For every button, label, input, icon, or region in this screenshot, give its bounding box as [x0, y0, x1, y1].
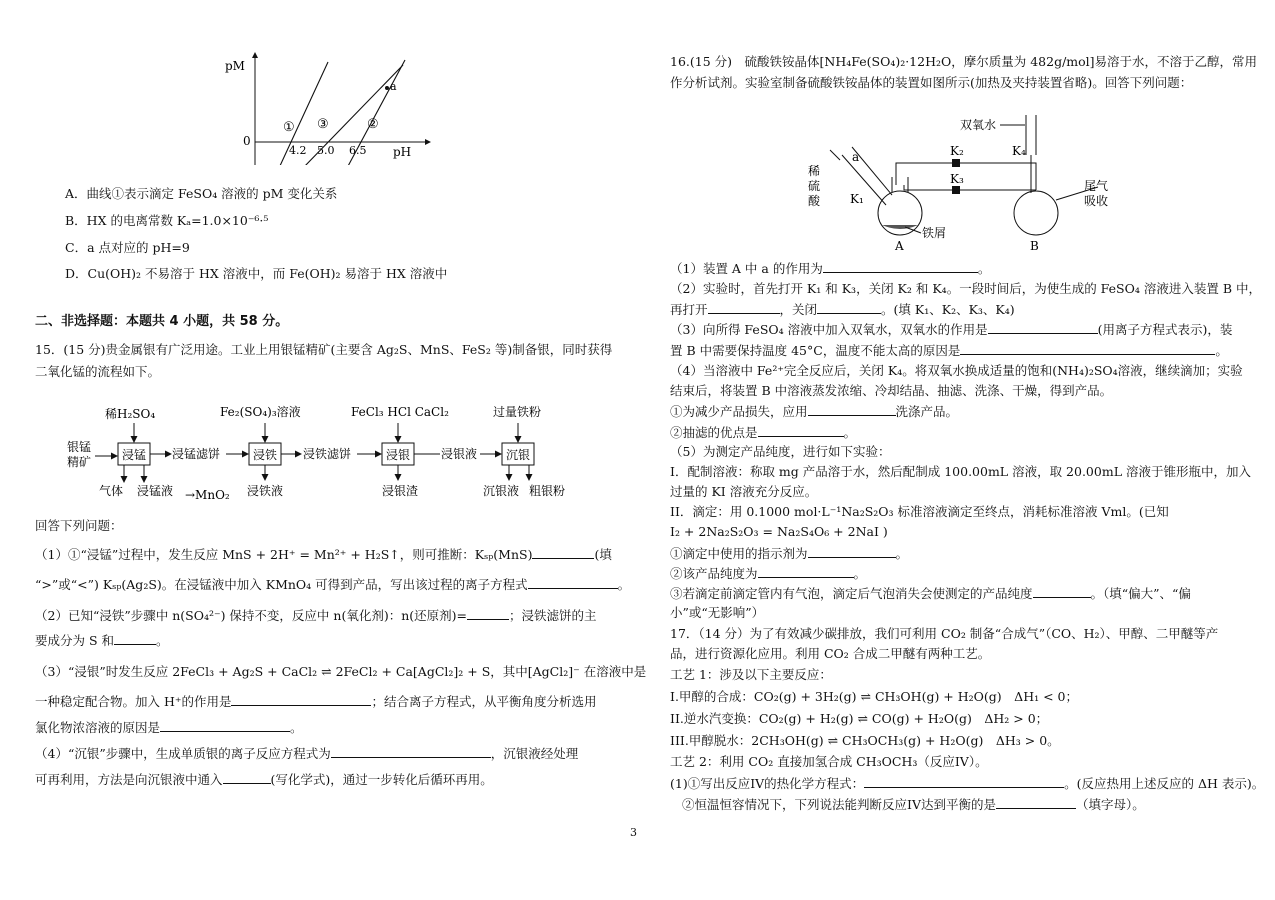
flow-reagent-1: 稀H₂SO₄: [105, 407, 156, 421]
q15-p2-text-b: ；浸铁滤饼的主: [508, 608, 597, 623]
q16-p5-sub3-text-b: 。（填“偏大”、“偏: [1090, 586, 1191, 601]
q15-p2-line2-end: 。: [156, 633, 169, 648]
q17-sub1: [670, 775, 1264, 792]
answer-blank[interactable]: [528, 576, 618, 589]
flask-b-label: B: [1030, 239, 1039, 253]
q17-sub2-text: ②恒温恒容情况下，下列说法能判断反应IV达到平衡的是: [682, 797, 996, 812]
q16-p3-line2: [670, 342, 1228, 359]
answer-blank[interactable]: [988, 321, 1098, 334]
flow-box-2: 浸铁: [253, 448, 278, 462]
answer-blank[interactable]: [817, 301, 881, 314]
q16-p3-line2-text: 置 B 中需要保持温度 45°C，温度不能太高的原因是: [670, 343, 961, 358]
flow-box-3: 浸银: [386, 448, 411, 462]
q15-p4-line2-text: 可再利用，方法是向沉银液中通入: [35, 772, 223, 787]
answer-blank[interactable]: [467, 607, 509, 620]
flow-by-1: 气体: [99, 484, 124, 498]
apparatus-diagram: [800, 95, 1120, 255]
answer-blank[interactable]: [1033, 585, 1091, 598]
q16-p5-I-line2: 过量的 KI 溶液充分反应。: [670, 484, 818, 499]
q17-sub1-text-b: 。(反应热用上述反应的 ΔH 表示)。: [1064, 776, 1265, 791]
q17-process-2: 工艺 2：利用 CO₂ 直接加氢合成 CH₃OCH₃（反应IV）。: [670, 754, 988, 769]
q15-p4-line2: [35, 771, 493, 788]
answer-blank[interactable]: [808, 545, 896, 558]
q16-p5-II-equation: I₂ + 2Na₂S₂O₃ = Na₂S₄O₆ + 2NaI ): [670, 524, 888, 539]
tail-label-1: 尾气: [1084, 179, 1109, 193]
iron-label: 铁屑: [922, 226, 947, 240]
flow-reagent-3: FeCl₃ HCl CaCl₂: [351, 405, 449, 419]
q17-process-1: 工艺 1：涉及以下主要反应：: [670, 667, 832, 682]
q15-p4-line1: [35, 745, 578, 762]
answer-blank[interactable]: [864, 775, 1064, 788]
silver-process-flowchart: [55, 396, 595, 506]
q15-p1-line1: [35, 546, 612, 563]
answer-blank[interactable]: [231, 693, 371, 706]
q16-p2-text-c: 。(填 K₁、K₂、K₃、K₄): [881, 302, 1015, 317]
graph-x-label: pH: [393, 145, 412, 159]
q15-p2-text: （2）已知“浸铁”步骤中 n(SO₄²⁻) 保持不变，反应中 n(氧化剂)：n(还原剂)=: [35, 608, 467, 623]
flow-box-1: 浸锰: [122, 448, 147, 462]
q16-p3-text-b: (用离子方程式表示)，装: [1097, 322, 1233, 337]
q16-p5: （5）为测定产品纯度，进行如下实验：: [670, 444, 891, 459]
q17-sub2: [682, 796, 1145, 813]
flask-a-label: A: [895, 239, 904, 253]
k1-label: K₁: [850, 192, 864, 206]
q16-p3-line1: [670, 321, 1232, 338]
q15-p2-line2: [35, 632, 169, 649]
q16-p5-I-line1: I．配制溶液：称取 mg 产品溶于水，然后配制成 100.00mL 溶液，取 20.00mL 溶液于锥形瓶中，加入: [670, 464, 1251, 479]
q17-sub2-text-b: （填字母）。: [1075, 797, 1145, 812]
flow-by-2: 浸锰液: [137, 484, 174, 498]
q16-p4-line2: 结束后，将装置 B 中溶液蒸发浓缩、冷却结晶、抽滤、洗涤、干燥，得到产品。: [670, 383, 1113, 398]
q15-answer-prompt: 回答下列问题：: [35, 518, 123, 533]
flow-by-6: 沉银液: [483, 484, 520, 498]
q16-p3-line2-end: 。: [1215, 343, 1228, 358]
flow-raw-2: 精矿: [67, 455, 92, 469]
q16-p5-II-line1: II．滴定：用 0.1000 mol·L⁻¹Na₂S₂O₃ 标准溶液滴定至终点，消耗标准溶液 Vml。(已知: [670, 504, 1169, 519]
q17-reaction-1: I.甲醇的合成：CO₂(g) + 3H₂(g) ⇌ CH₃OH(g) + H₂O(g) ΔH₁ < 0；: [670, 689, 1078, 704]
q16-p5-sub3-cont: 小”或“无影响”）: [670, 605, 765, 620]
answer-blank[interactable]: [160, 719, 290, 732]
a-label: a: [852, 150, 860, 164]
flow-reagent-4: 过量铁粉: [493, 405, 542, 419]
q15-p1-end: (填: [594, 547, 612, 562]
q16-p4-sub1-text: ①为减少产品损失，应用: [670, 404, 808, 419]
acid-label-1: 稀: [808, 164, 821, 178]
answer-blank[interactable]: [960, 342, 1215, 355]
q16-p2-text-a: 再打开: [670, 302, 708, 317]
q17-reaction-2: II.逆水汽变换：CO₂(g) + H₂(g) ⇌ CO(g) + H₂O(g) ΔH₂ > 0；: [670, 711, 1049, 726]
q14-option-d: D．Cu(OH)₂ 不易溶于 HX 溶液中，而 Fe(OH)₂ 易溶于 HX 溶液中: [65, 266, 448, 281]
flow-raw-1: 银锰: [67, 440, 92, 454]
curve-label-1: ①: [283, 120, 295, 135]
q15-p2-line1: [35, 607, 597, 624]
q16-p4-line1: （4）当溶液中 Fe²⁺完全反应后，关闭 K₄。将双氧水换成适量的饱和(NH₄)₂SO₄溶液，继续滴加；实验: [670, 363, 1243, 378]
flow-by-5: 浸银渣: [382, 484, 419, 498]
q17-reaction-3: III.甲醇脱水：2CH₃OH(g) ⇌ CH₃OCH₃(g) + H₂O(g) ΔH₃ > 0。: [670, 733, 1060, 748]
q15-p1-text: （1）①“浸锰”过程中，发生反应 MnS + 2H⁺ = Mn²⁺ + H₂S↑，则可推断：Kₛₚ(MnS): [35, 547, 533, 562]
h2o2-label: 双氧水: [960, 118, 997, 132]
q16-p5-sub2-text: ②该产品纯度为: [670, 566, 758, 581]
q15-p3-line1: （3）“浸银”时发生反应 2FeCl₃ + Ag₂S + CaCl₂ ⇌ 2FeCl₂ + Ca[AgCl₂]₂ + S，其中[AgCl₂]⁻ 在溶液中是: [35, 664, 647, 679]
q14-option-b: B．HX 的电离常数 Kₐ=1.0×10⁻⁶·⁵: [65, 213, 269, 228]
q15-p3-line3-end: 。: [290, 720, 303, 735]
curve-label-2: ②: [367, 117, 379, 132]
q15-p3-line3: [35, 719, 303, 736]
answer-blank[interactable]: [996, 796, 1076, 809]
k2-label: K₂: [950, 144, 964, 158]
graph-tick-1: 4.2: [289, 144, 307, 157]
answer-blank[interactable]: [823, 260, 978, 273]
flow-box-4: 沉银: [506, 448, 531, 462]
acid-label-3: 酸: [808, 194, 821, 208]
q15-p4-text: （4）“沉银”步骤中，生成单质银的离子反应方程式为: [35, 746, 331, 761]
flow-by-3: →MnO₂: [185, 488, 230, 502]
graph-origin: 0: [243, 134, 251, 148]
point-a-label: a: [390, 80, 397, 93]
q16-p4-sub2-end: 。: [843, 425, 857, 440]
q16-p5-sub1: [670, 545, 908, 562]
q15-p3-line2: [35, 693, 597, 710]
q16-p5-sub3-text: ③若滴定前滴定管内有气泡，滴定后气泡消失会使测定的产品纯度: [670, 586, 1033, 601]
answer-blank[interactable]: [331, 745, 491, 758]
q17-intro-2: 品，进行资源化应用。利用 CO₂ 合成二甲醚有两种工艺。: [670, 646, 991, 661]
q15-p1-line2-end: 。: [617, 577, 631, 592]
q16-p5-sub2-end: 。: [853, 566, 867, 581]
q16-p5-sub1-end: 。: [895, 546, 909, 561]
q16-p5-sub3: [670, 585, 1191, 602]
q15-p4-line2-text-b: (写化学式)，通过一步转化后循环再用。: [270, 772, 493, 787]
q16-p4-sub2: [670, 424, 856, 441]
q15-p4-text-b: ，沉银液经处理: [490, 746, 579, 761]
answer-blank[interactable]: [223, 771, 271, 784]
q16-p4-sub1: [670, 403, 958, 420]
answer-blank[interactable]: [114, 632, 156, 645]
q16-p1-end: 。: [977, 261, 991, 276]
section2-heading: 二、非选择题：本题共 4 小题，共 58 分。: [35, 314, 289, 329]
q16-p4-sub2-text: ②抽滤的优点是: [670, 425, 758, 440]
q16-p1: [670, 260, 990, 277]
q16-intro-2: 作分析试剂。实验室制备硫酸铁铵晶体的装置如图所示(加热及夹持装置省略)。回答下列问题：: [670, 75, 1193, 90]
graph-tick-2: 5.0: [317, 144, 335, 157]
q16-p5-sub2: [670, 565, 866, 582]
tail-label-2: 吸收: [1084, 194, 1109, 208]
q15-p1-line2-text: “>”或“<”) Kₛₚ(Ag₂S)。在浸锰液中加入 KMnO₄ 可得到产品，写出该过程的离子方程式: [35, 577, 528, 592]
graph-tick-3: 6.5: [349, 144, 367, 157]
q16-p4-sub1-text-b: 洗涤产品。: [895, 404, 959, 419]
q15-p2-line2-text: 要成分为 S 和: [35, 633, 115, 648]
q15-intro-2: 二氧化锰的流程如下。: [35, 364, 161, 379]
point-a: [385, 86, 389, 90]
answer-blank[interactable]: [708, 301, 780, 314]
curve-label-3: ③: [317, 117, 329, 132]
page-number: 3: [630, 826, 637, 839]
k3-label: K₃: [950, 172, 964, 186]
answer-blank[interactable]: [758, 565, 854, 578]
flow-mid-1: 浸锰滤饼: [172, 447, 221, 461]
graph-y-label: pM: [225, 59, 245, 73]
q16-p5-sub1-text: ①滴定中使用的指示剂为: [670, 546, 808, 561]
q15-p3-text-b: ；结合离子方程式，从平衡角度分析选用: [371, 694, 597, 709]
q16-intro-1: 16.(15 分) 硫酸铁铵晶体[NH₄Fe(SO₄)₂·12H₂O，摩尔质量为 482g/mol]易溶于水，不溶于乙醇，常用: [670, 54, 1258, 69]
q14-option-c: C．a 点对应的 pH=9: [65, 240, 190, 255]
pm-ph-graph: [225, 50, 445, 165]
flow-mid-2: 浸铁滤饼: [303, 447, 352, 461]
q15-p3-line3-text: 氯化物浓溶液的原因是: [35, 720, 161, 735]
q14-option-a: A．曲线①表示滴定 FeSO₄ 溶液的 pM 变化关系: [65, 186, 338, 201]
answer-blank[interactable]: [532, 546, 594, 559]
acid-label-2: 硫: [808, 179, 821, 193]
k4-label: K₄: [1012, 144, 1026, 158]
flow-mid-3: 浸银液: [441, 447, 478, 461]
flow-by-4: 浸铁液: [247, 484, 284, 498]
q17-intro-1: 17．（14 分）为了有效减少碳排放，我们可利用 CO₂ 制备“合成气”（CO、H₂）、甲醇、二甲醚等产: [670, 626, 1219, 641]
answer-blank[interactable]: [758, 424, 844, 437]
q16-p2-line1: （2）实验时，首先打开 K₁ 和 K₃，关闭 K₂ 和 K₄。一段时间后，为使生成的 FeSO₄ 溶液进入装置 B 中，: [670, 281, 1261, 296]
q16-p3-text-a: （3）向所得 FeSO₄ 溶液中加入双氧水，双氧水的作用是: [670, 322, 988, 337]
flow-by-7: 粗银粉: [529, 484, 566, 498]
flow-reagent-2: Fe₂(SO₄)₃溶液: [220, 405, 301, 419]
q15-intro-1: 15．(15 分)贵金属银有广泛用途。工业上用银锰精矿(主要含 Ag₂S、MnS、FeS₂ 等)制备银，同时获得: [35, 342, 613, 357]
q15-p3-text: 一种稳定配合物。加入 H⁺的作用是: [35, 694, 232, 709]
q15-p1-line2: [35, 576, 630, 593]
answer-blank[interactable]: [808, 403, 896, 416]
q16-p2-text-b: ，关闭: [779, 302, 818, 317]
q16-p1-text: （1）装置 A 中 a 的作用为: [670, 261, 823, 276]
q17-sub1-text: (1)①写出反应IV的热化学方程式：: [670, 776, 865, 791]
q16-p2-line2: [670, 301, 1015, 318]
